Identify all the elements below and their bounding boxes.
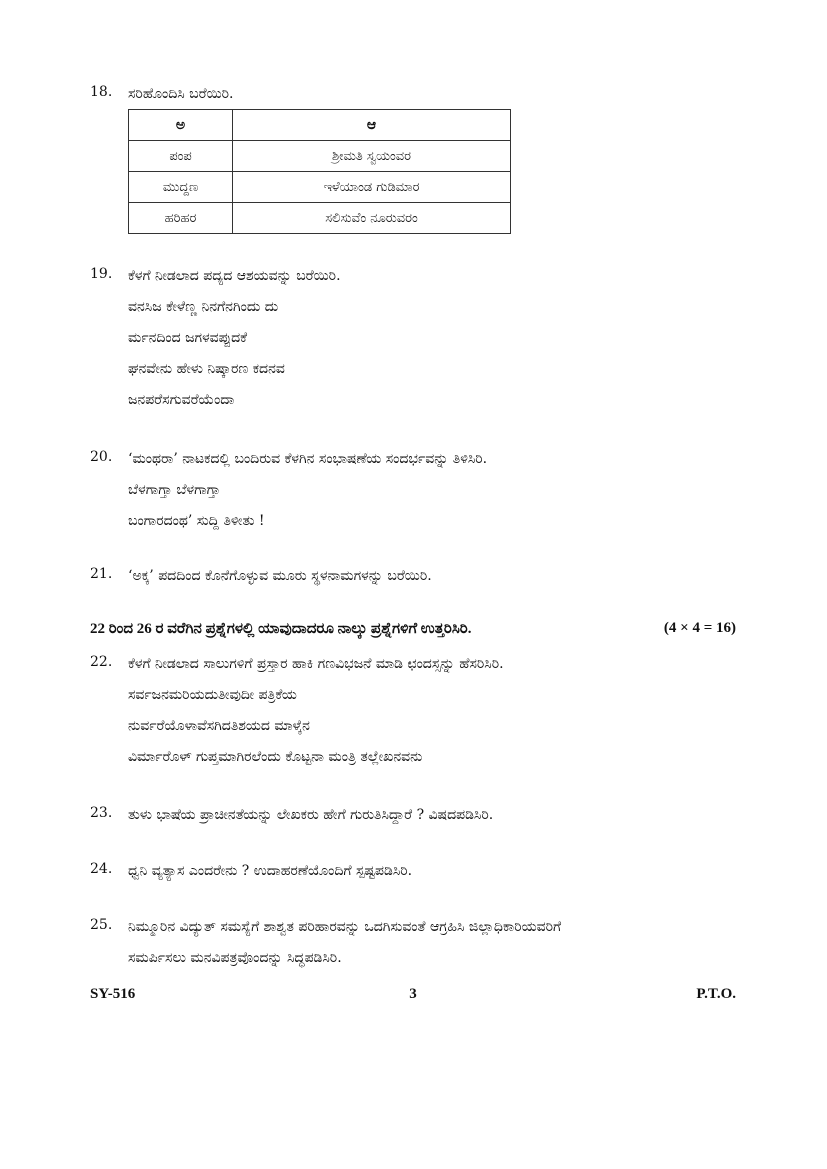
section-instruction-text: 22 ರಿಂದ 26 ರ ವರೆಗಿನ ಪ್ರಶ್ನೆಗಳಲ್ಲಿ ಯಾವುದಾದರೂ ನಾಲ್ಕು ಪ್ರಶ್ನೆಗಳಿಗೆ ಉತ್ತರಿಸಿರಿ. <box>90 621 472 637</box>
page-footer <box>90 986 736 1003</box>
question-text: ‘ಮಂಥರಾ’ ನಾಟಕದಲ್ಲಿ ಬಂದಿರುವ ಕೆಳಗಿನ ಸಂಭಾಷಣೆಯ ಸಂದರ್ಭವನ್ನು ತಿಳಿಸಿರಿ. <box>128 451 488 467</box>
section-instruction <box>90 620 736 638</box>
column-a-header: ಅ <box>129 110 233 141</box>
question-number: 23. <box>90 805 113 821</box>
verse-line: ಸರ್ವಜನಮರಿಯದುತೀವುದೀ ಪತ್ರಿಕೆಯ <box>128 687 297 703</box>
question-text: ಕೆಳಗೆ ನೀಡಲಾದ ಪದ್ಯದ ಆಶಯವನ್ನು ಬರೆಯಿರಿ. <box>128 268 341 284</box>
question-number: 24. <box>90 861 113 877</box>
dialogue-line: ಬಂಗಾರದಂಥ’ ಸುದ್ದಿ ತಿಳೀತು ! <box>128 513 265 529</box>
verse-line: ರ್ಮನದಿಂದ ಜಗಳವಪ್ಪುದಕೆ <box>128 330 248 346</box>
question-text: ‘ಅಕ್ಕ’ ಪದದಿಂದ ಕೊನೆಗೊಳ್ಳುವ ಮೂರು ಸ್ಥಳನಾಮಗಳನ್ನು ಬರೆಯಿರಿ. <box>128 568 432 584</box>
question-text: ಧ್ವನಿ ವ್ಯತ್ಯಾಸ ಎಂದರೇನು ? ಉದಾಹರಣೆಯೊಂದಿಗೆ ಸ್ಪಷ್ಟಪಡಿಸಿರಿ. <box>128 863 413 879</box>
question-text: ನಿಮ್ಮೂರಿನ ವಿದ್ಯುತ್ ಸಮಸ್ಯೆಗೆ ಶಾಶ್ವತ ಪರಿಹಾರವನ್ನು ಒದಗಿಸುವಂತೆ ಆಗ್ರಹಿಸಿ ಜಿಲ್ಲಾಧಿಕಾರಿಯವರಿಗೆ <box>128 919 562 935</box>
verse-line: ವಿರ್ಮಾರೊಳ್ ಗುಪ್ತಮಾಗಿರಲೆಂದು ಕೊಟ್ಟನಾ ಮಂತ್ರಿ ತಲ್ಲೇಖನವನು <box>128 749 423 765</box>
verse-line: ಜನಪರೆಸಗುವರೆಯೆಂದಾ <box>128 392 235 408</box>
table-cell: ಶ್ರೀಮತಿ ಸ್ವಯಂವರ <box>233 141 511 172</box>
table-header-row <box>129 110 511 141</box>
question-number: 25. <box>90 917 113 933</box>
dialogue-line: ಬೆಳಗಾಗ್ತಾ ಬೆಳಗಾಗ್ತಾ <box>128 482 221 498</box>
section-marks: (4 × 4 = 16) <box>663 620 736 636</box>
please-turn-over: P.T.O. <box>696 986 736 1002</box>
page-number: 3 <box>409 986 417 1002</box>
question-number: 20. <box>90 449 113 465</box>
table-row <box>129 141 511 172</box>
question-text: ತುಳು ಭಾಷೆಯ ಪ್ರಾಚೀನತೆಯನ್ನು ಲೇಖಕರು ಹೇಗೆ ಗುರುತಿಸಿದ್ದಾರೆ ? ವಿಷದಪಡಿಸಿರಿ. <box>128 807 494 823</box>
paper-code: SY-516 <box>90 986 136 1002</box>
column-b-header: ಆ <box>233 110 511 141</box>
table-cell: ಪಂಪ <box>129 141 233 172</box>
verse-line: ಘನವೇನು ಹೇಳು ನಿಷ್ಕಾರಣ ಕದನವ <box>128 361 285 377</box>
table-cell: ಸಲಿಸುವೆಂ ನೂರುವರಂ <box>233 203 511 234</box>
verse-line: ನುರ್ವರೆಯೊಳಾವೆಸಗಿದತಿಶಯದ ಮಾಳ್ಕೆನ <box>128 718 310 734</box>
table-cell: ಇಳೆಯಾಂಡ ಗುಡಿಮಾರ <box>233 172 511 203</box>
question-number: 19. <box>90 266 113 282</box>
question-text: ಸಮರ್ಪಿಸಲು ಮನವಿಪತ್ರವೊಂದನ್ನು ಸಿದ್ಧಪಡಿಸಿರಿ. <box>128 950 342 966</box>
question-text: ಕೆಳಗೆ ನೀಡಲಾದ ಸಾಲುಗಳಿಗೆ ಪ್ರಸ್ತಾರ ಹಾಕಿ ಗಣವಿಭಜನೆ ಮಾಡಿ ಛಂದಸ್ಸನ್ನು ಹೆಸರಿಸಿರಿ. <box>128 656 504 672</box>
table-row <box>129 203 511 234</box>
table-cell: ಮುದ್ದಣ <box>129 172 233 203</box>
question-text: ಸರಿಹೊಂದಿಸಿ ಬರೆಯಿರಿ. <box>128 86 234 102</box>
question-number: 18. <box>90 84 113 100</box>
table-row <box>129 172 511 203</box>
table-cell: ಹರಿಹರ <box>129 203 233 234</box>
question-number: 21. <box>90 566 113 582</box>
question-number: 22. <box>90 654 113 670</box>
match-table <box>128 109 511 234</box>
verse-line: ವನಸಿಜ ಕೇಳೆಣ್ಣ ನಿನಗೆನಗಿಂದು ದು <box>128 299 279 315</box>
